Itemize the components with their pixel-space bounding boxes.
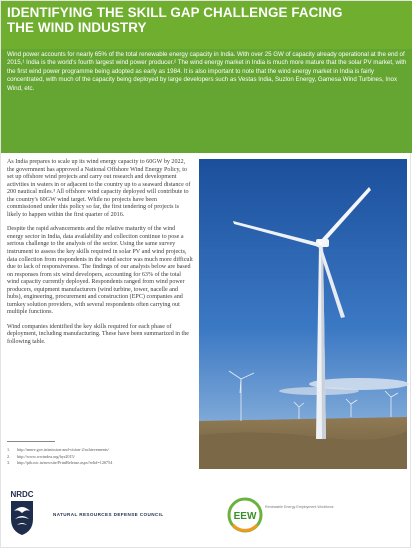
wind-turbine-photo bbox=[199, 159, 407, 469]
footnote-number: 2. bbox=[7, 453, 11, 459]
footnote-number: 3. bbox=[7, 460, 11, 466]
footnote-link[interactable]: http://pib.nic.in/newsite/PrintRelease.aspx?relid=126754 bbox=[17, 460, 113, 466]
footnote-link[interactable]: http://www.wwindea.org/hyr2015/ bbox=[17, 453, 75, 459]
nrdc-logo-label: NRDC bbox=[10, 490, 34, 499]
body-column bbox=[7, 159, 193, 354]
footnote-2 bbox=[7, 454, 197, 461]
body-paragraph-1: As India prepares to scale up its wind energy capacity to 60GW by 2022, the government has approved a National Offshore Wind Energy Policy, to set up offshore wind projects and carry out research and development activities in waters in or adjacent to the country up to a seaward distance of 200 nautical miles.³ All offshore wind capacity deployed will contribute to the country's 60GW wind target. While no projects have been commissioned under this policy so far, the first tendering of projects is likely to happen within the first quarter of 2016. bbox=[7, 159, 191, 218]
wind-turbine-image bbox=[199, 159, 407, 469]
eew-logo-label: EEW bbox=[233, 511, 257, 522]
title-line-2: THE WIND INDUSTRY bbox=[7, 20, 147, 35]
title-line-1: IDENTIFYING THE SKILL GAP CHALLENGE FACING bbox=[7, 5, 343, 20]
intro-banner bbox=[1, 49, 412, 153]
title-banner bbox=[1, 1, 412, 49]
nrdc-logo bbox=[7, 489, 37, 537]
footnote-3 bbox=[7, 460, 197, 467]
intro-paragraph: Wind power accounts for nearly 65% of the total renewable energy capacity in India. With over 25 GW of capacity already operational at the end of 2015,¹ India is the world's fourth largest wind power producer.² The wind energy market in India is much more mature that the solar PV market, with the first wind power programme being adopted as early as 1984. It is also important to note that the wind energy market in India is fairly concentrated, with much of the capacity being deployed by large developers such as Vestas India, Suzlon Energy, Gamesa Wind Turbines, Inox Wind, etc. bbox=[7, 51, 407, 92]
body-paragraph-2: Despite the rapid advancements and the relative maturity of the wind energy sector in India, data availability and collection continue to pose a serious challenge to the analysis of the sector. Using the same survey instrument to assess the key skills required in solar PV and wind projects, data collection from respondents in the wind sector was much more difficult due to lack of responsiveness. The findings of our analysis below are based on responses from six wind developers, accounting for 63% of the total wind capacity currently deployed. Respondents ranged from wind power producers, equipment manufacturers (wind turbine, tower, nacelle and hubs), engineering, procurement and construction (EPC) companies and turnkey solution providers, with several respondents often carrying out multiple functions. bbox=[7, 226, 193, 316]
eew-logo bbox=[227, 495, 334, 535]
footnote-link[interactable]: http://mnre.gov.in/mission-and-vision-2/achievements/ bbox=[17, 447, 109, 452]
footnote-divider bbox=[7, 441, 55, 442]
nrdc-name: NATURAL RESOURCES DEFENSE COUNCIL bbox=[53, 512, 164, 517]
footnote-1 bbox=[7, 447, 197, 454]
footnote-number: 1. bbox=[7, 447, 11, 452]
page-title bbox=[7, 5, 407, 35]
eew-logo-caption: Renewable Energy Employment Workforce bbox=[265, 505, 334, 509]
footnotes bbox=[7, 447, 197, 467]
body-paragraph-3: Wind companies identified the key skills required for each phase of deployment, including manufacturing. These have been summarized in the following table. bbox=[7, 323, 189, 346]
